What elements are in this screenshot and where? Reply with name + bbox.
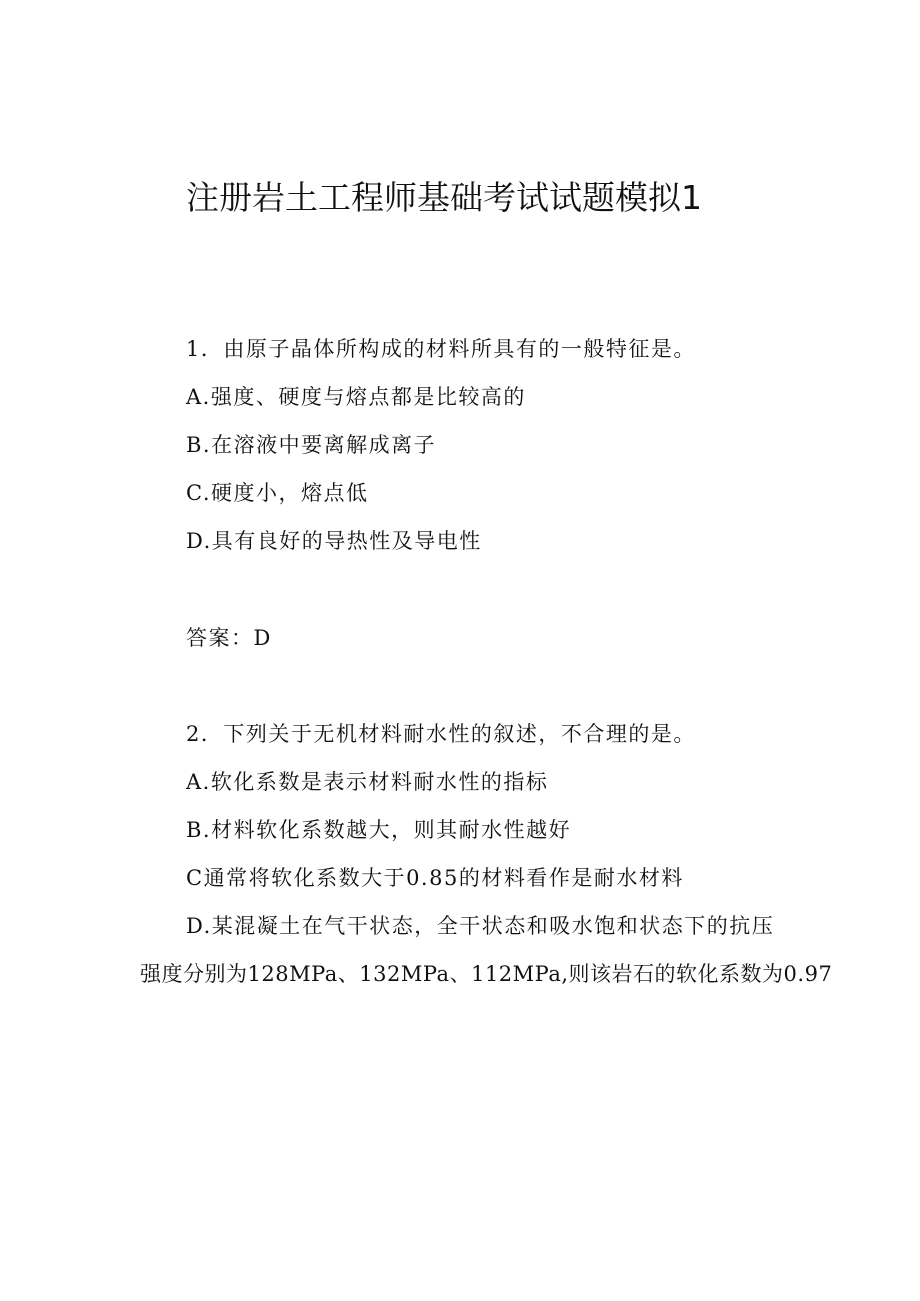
question-2-stem: 2．下列关于无机材料耐水性的叙述，不合理的是。 (186, 722, 696, 746)
question-1-stem: 1．由原子晶体所构成的材料所具有的一般特征是。 (186, 337, 696, 361)
question-1-option-a: A.强度、硬度与熔点都是比较高的 (186, 385, 526, 409)
question-2-option-a: A.软化系数是表示材料耐水性的指标 (186, 770, 549, 794)
question-1-option-c: C.硬度小，熔点低 (186, 481, 369, 505)
question-2-option-d: D.某混凝土在气干状态，全干状态和吸水饱和状态下的抗压 (186, 914, 775, 938)
document-title: 注册岩土工程师基础考试试题模拟1 (186, 178, 702, 217)
question-1-answer: 答案：D (186, 626, 272, 650)
question-2-option-c: C通常将软化系数大于0.85的材料看作是耐水材料 (186, 866, 684, 890)
question-2-option-b: B.材料软化系数越大，则其耐水性越好 (186, 818, 572, 842)
question-1-option-d: D.具有良好的导热性及导电性 (186, 529, 482, 553)
question-2-option-d-continued: 强度分别为128MPa、132MPa、112MPa,则该岩石的软化系数为0.97 (140, 962, 833, 986)
question-1-option-b: B.在溶液中要离解成离子 (186, 433, 437, 457)
